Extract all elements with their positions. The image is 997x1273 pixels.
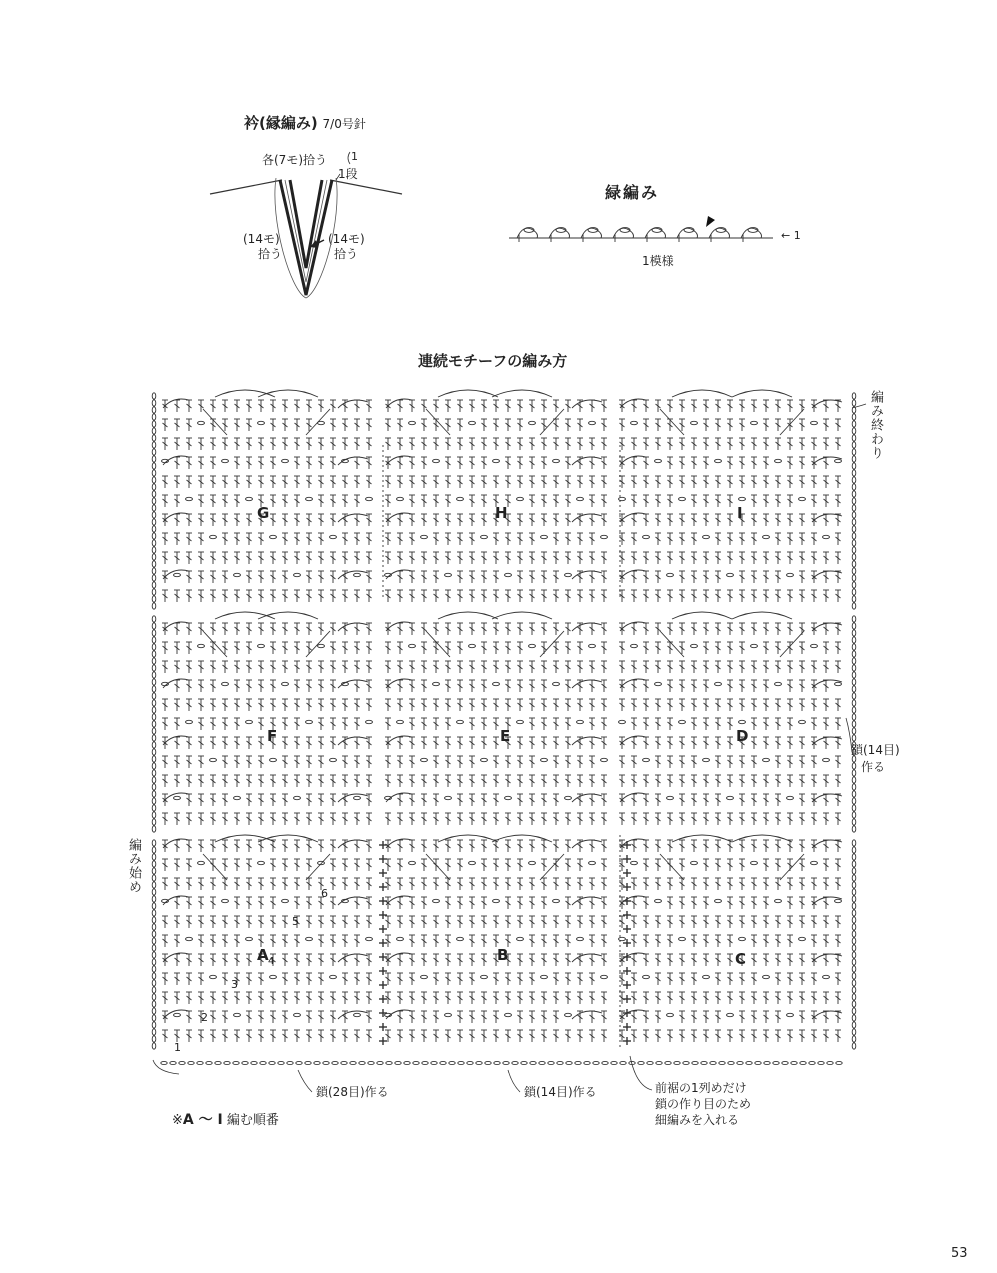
- motif-label-b: B: [497, 946, 509, 964]
- collar-left-count: (14モ): [243, 232, 280, 246]
- motif-label-e: E: [500, 727, 511, 745]
- chain14-right-make: 作る: [861, 760, 886, 774]
- row-number-6: 6: [321, 887, 328, 900]
- motif-label-h: H: [495, 504, 508, 522]
- edging-repeat-label: 1模様: [642, 254, 674, 268]
- collar-row1-num: 1: [351, 150, 358, 163]
- page-number: 53: [951, 1246, 968, 1261]
- motif-label-c: C: [735, 950, 747, 968]
- collar-row1-label: 1段: [338, 167, 358, 181]
- row-number-2: 2: [201, 1011, 208, 1024]
- order-note-suffix: 編む順番: [226, 1113, 279, 1128]
- chain28-bottom-label: 鎖(28目)作る: [316, 1085, 389, 1099]
- collar-left-pick: 拾う: [258, 247, 283, 261]
- row-number-1: 1: [174, 1041, 181, 1054]
- collar-right-pick: 拾う: [334, 247, 359, 261]
- collar-right-count: (14モ): [328, 232, 365, 246]
- edging-title: 緑編み: [605, 183, 660, 202]
- chain14-right-label: 鎖(14目): [851, 743, 900, 757]
- row-number-3: 3: [231, 978, 238, 991]
- motif-label-g: G: [257, 504, 270, 522]
- collar-needle: 7/0号針: [322, 117, 366, 131]
- front-note-2: 鎖の作り目のため: [655, 1097, 752, 1111]
- end-label: 編み終わり: [868, 390, 883, 460]
- row-number-4: 4: [268, 956, 275, 967]
- motif-label-i: I: [737, 504, 743, 522]
- main-chart-title: 連続モチーフの編み方: [418, 352, 568, 370]
- collar-title-paren: (縁編み): [259, 114, 318, 132]
- edging-row-arrow: ← 1: [781, 229, 801, 242]
- motif-label-a: A: [257, 946, 269, 964]
- front-note-3: 細編みを入れる: [655, 1113, 740, 1127]
- chain14-bottom-label: 鎖(14目)作る: [524, 1085, 597, 1099]
- order-note: [172, 1112, 279, 1129]
- front-note-1: 前裾の1列めだけ: [655, 1081, 747, 1095]
- start-label: 編み始め: [126, 838, 141, 894]
- motif-label-f: F: [267, 727, 278, 745]
- order-note-range: A ～ I: [182, 1112, 223, 1128]
- collar-title-main: 衿: [244, 114, 260, 132]
- order-note-prefix: ※: [172, 1113, 183, 1128]
- collar-pick-top: 各(7モ)拾う: [262, 153, 327, 167]
- motif-label-d: D: [736, 727, 749, 745]
- row-number-5: 5: [292, 915, 299, 928]
